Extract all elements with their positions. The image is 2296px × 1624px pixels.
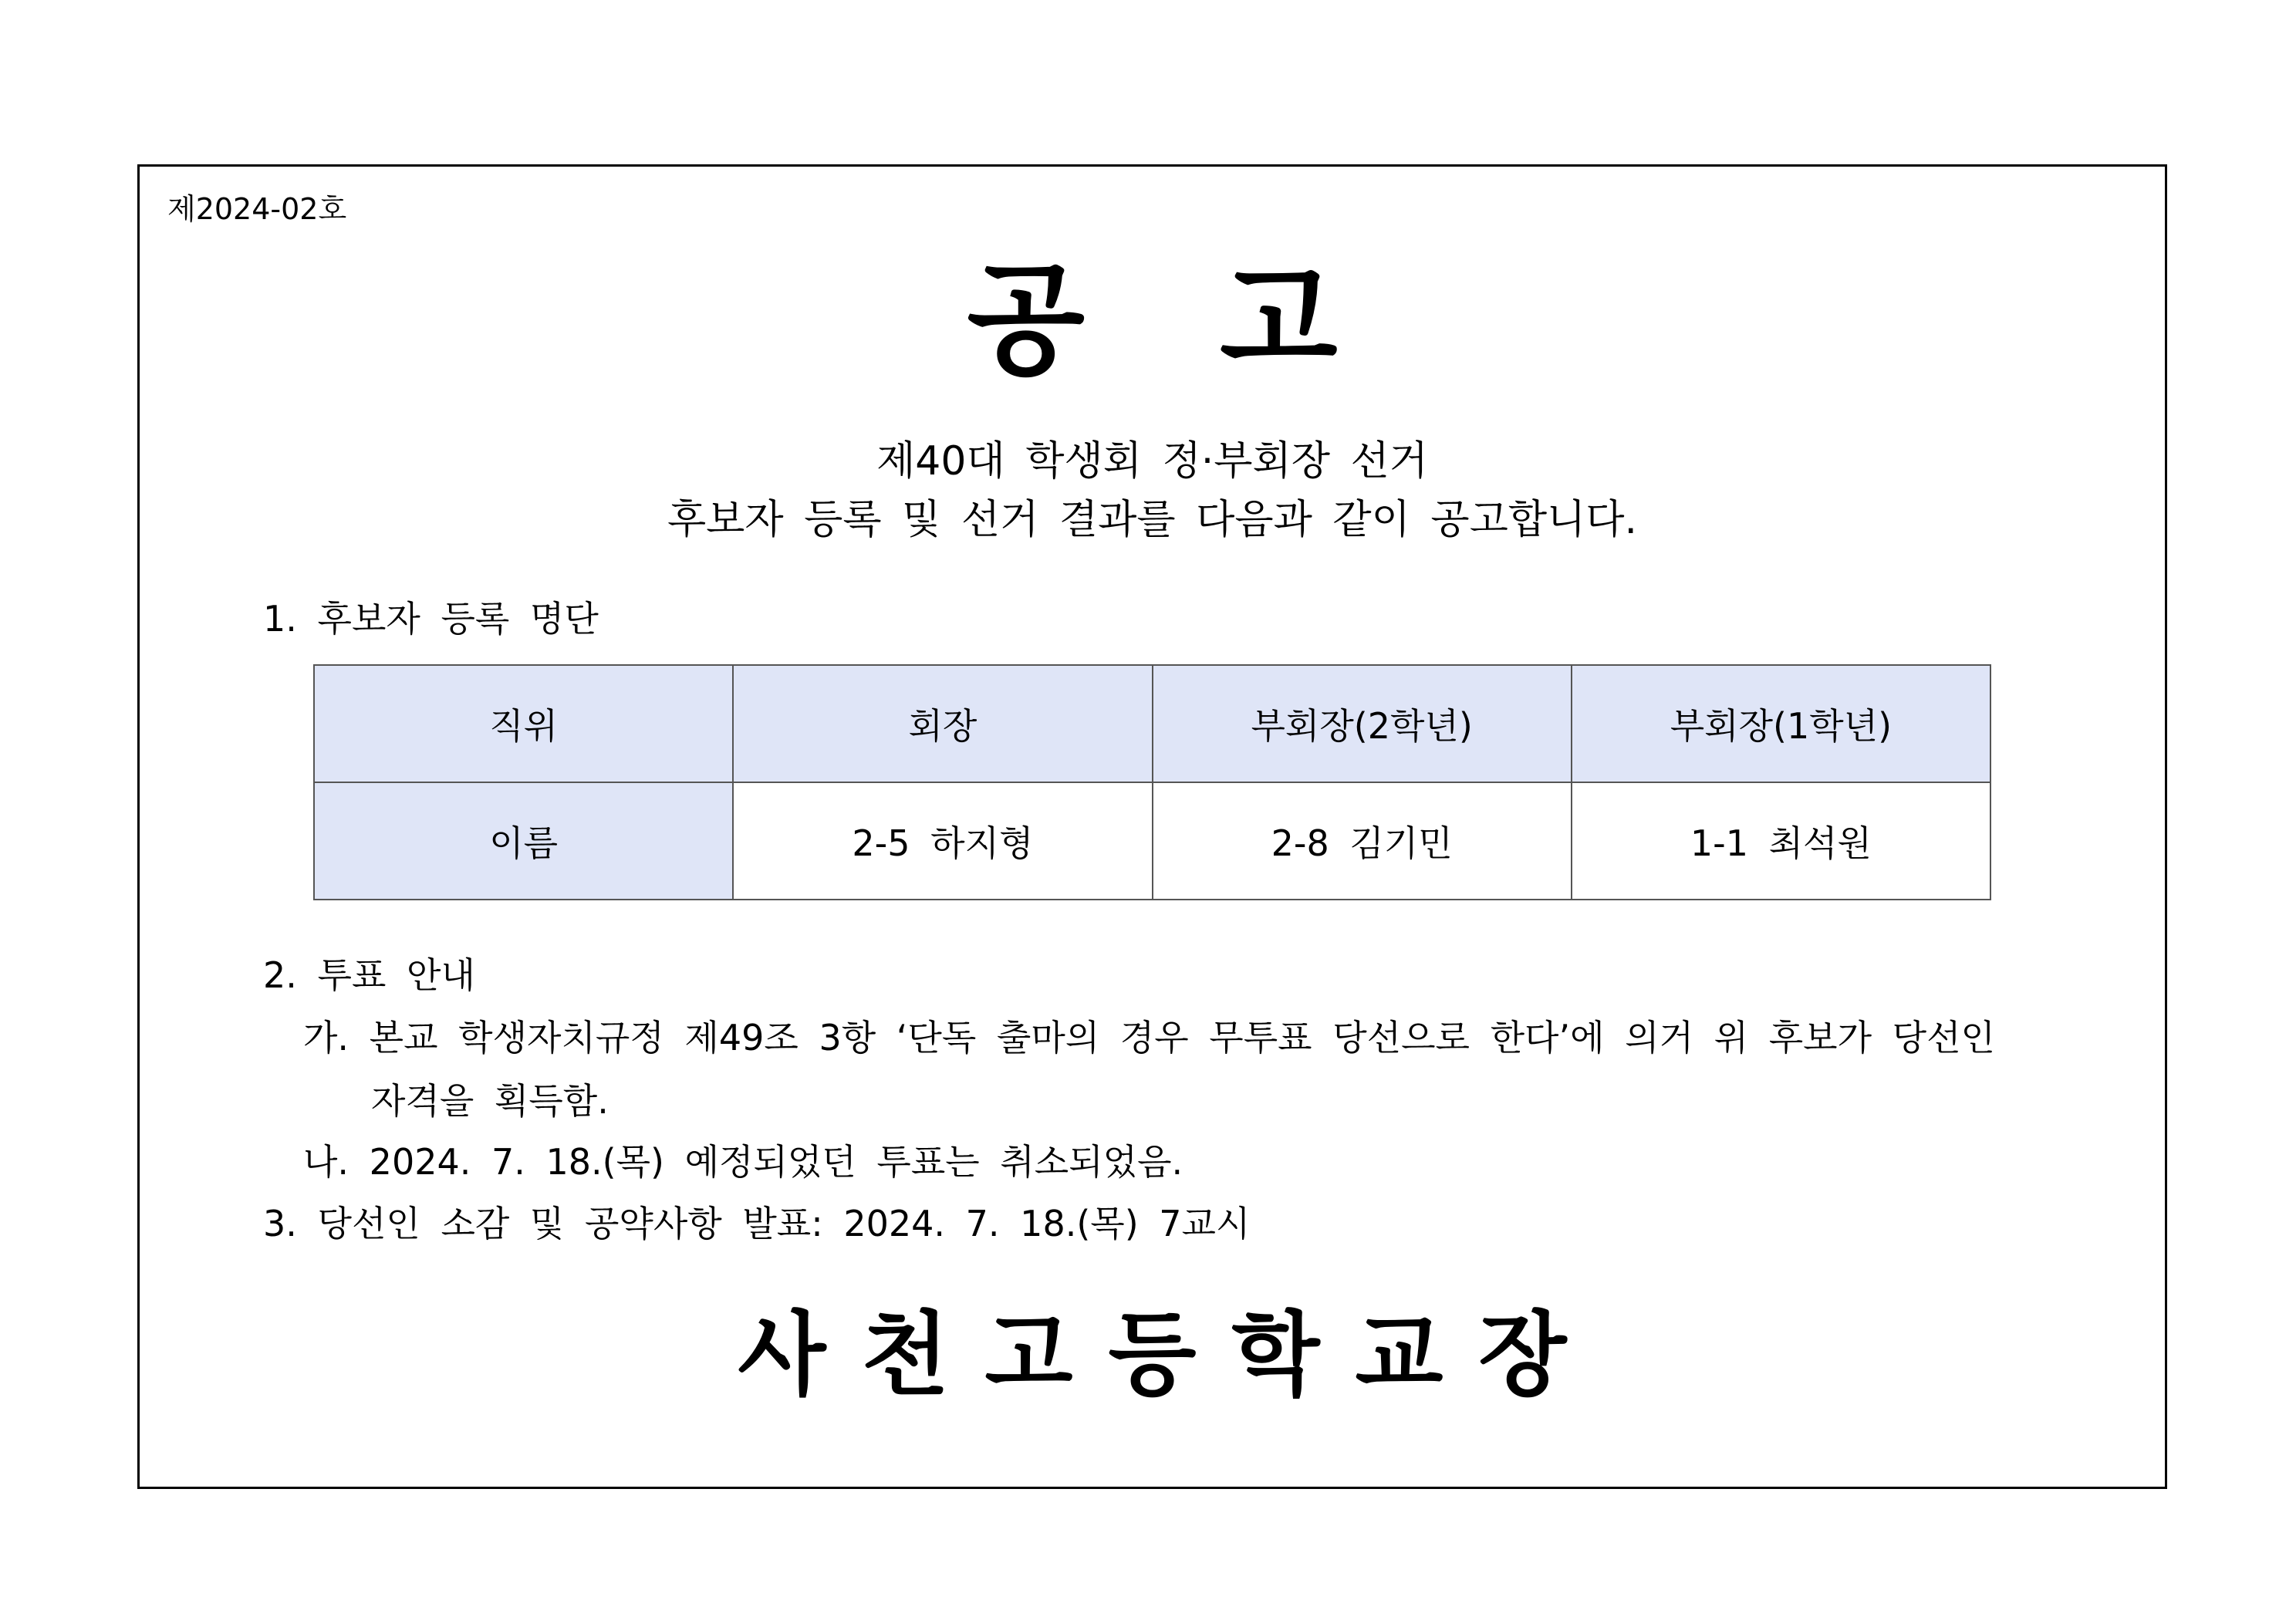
table-cell-vice-president-2nd: 부회장(2학년) [1153,665,1572,782]
table-row-name [314,782,1990,900]
item-na: 나. 2024. 7. 18.(목) 예정되었던 투표는 취소되었음. [303,1141,1183,1183]
table-cell-president: 회장 [733,665,1152,782]
school-principal-signature: 사천고등학교장 [738,1302,1602,1408]
table-cell-vice-president-2nd-name: 2-8 김기민 [1153,782,1572,900]
table-cell-president-name: 2-5 하지형 [733,782,1152,900]
table-cell-name-label: 이름 [314,782,733,900]
table-cell-vice-president-1st-name: 1-1 최석원 [1572,782,1990,900]
section-1-heading: 1. 후보자 등록 명단 [263,598,599,640]
item-ga-line-1: 가. 본교 학생자치규정 제49조 3항 ‘단독 출마의 경우 무투표 당선으로 한다’에 의거 위 후보가 당선인 [303,1017,1995,1058]
item-ga-line-2: 자격을 획득함. [371,1080,609,1122]
section-2-heading: 2. 투표 안내 [263,954,475,996]
document-number: 제2024-02호 [167,192,347,226]
section-3-heading: 3. 당선인 소감 및 공약사항 발표: 2024. 7. 18.(목) 7교시 [263,1203,1251,1244]
notice-frame [137,164,2167,1489]
table-cell-position-label: 직위 [314,665,733,782]
table-cell-vice-president-1st: 부회장(1학년) [1572,665,1990,782]
subtitle-line-1: 제40대 학생회 정·부회장 선거 [876,438,1428,484]
subtitle-line-2: 후보자 등록 및 선거 결과를 다음과 같이 공고합니다. [667,497,1638,543]
notice-title: 공 고 [967,250,1384,392]
table-row-position [314,665,1990,782]
candidate-table [313,664,1991,900]
